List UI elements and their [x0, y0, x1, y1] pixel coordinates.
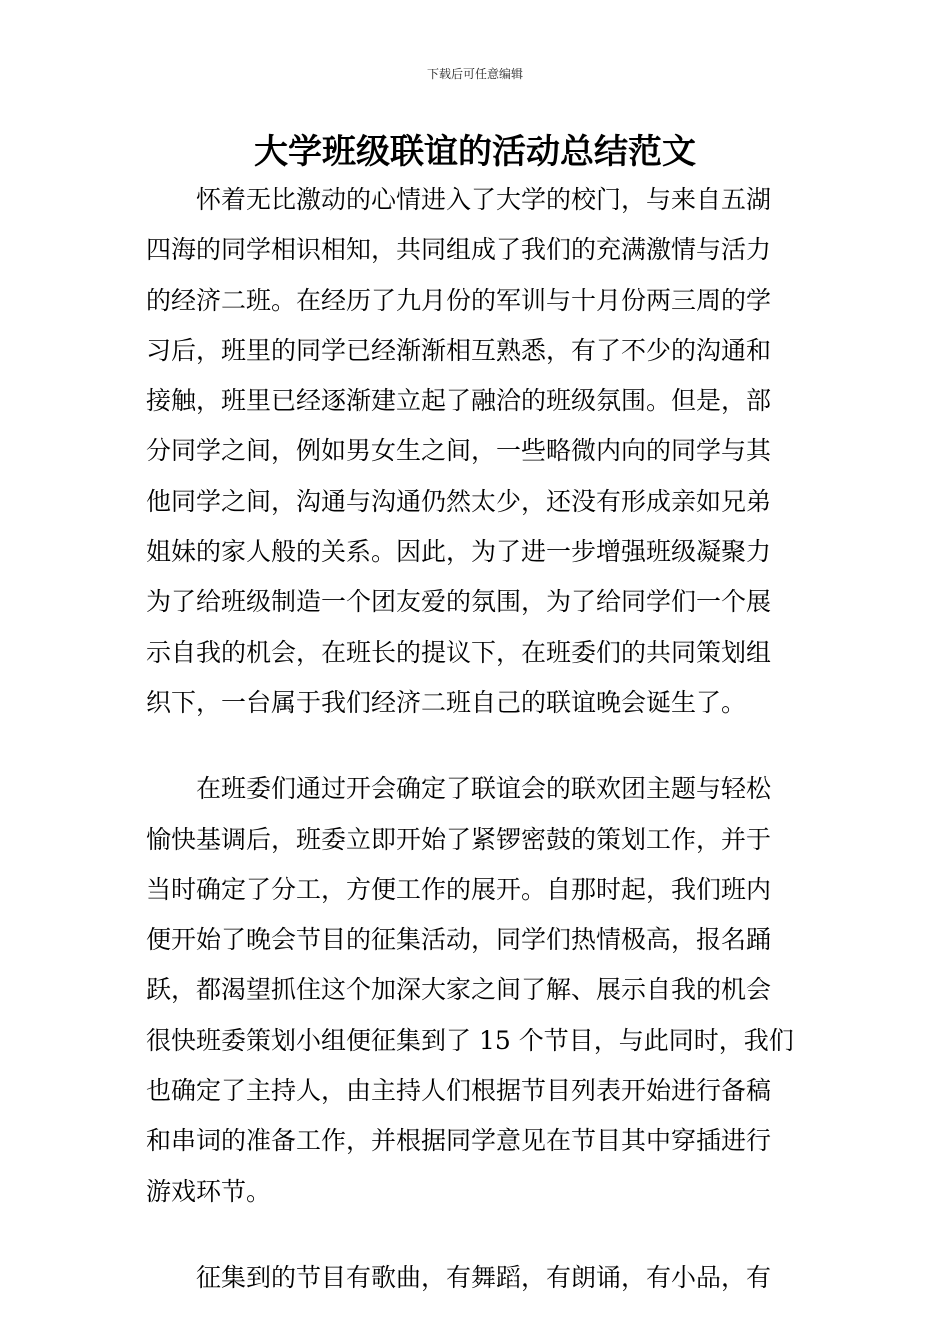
- paragraph-line: 接触，班里已经逐渐建立起了融洽的班级氛围。但是，部: [146, 386, 772, 416]
- paragraph-line: 愉快基调后，班委立即开始了紧锣密鼓的策划工作，并于: [146, 824, 772, 854]
- paragraph-line: 怀着无比激动的心情进入了大学的校门，与来自五湖: [146, 185, 772, 214]
- paragraph-line: 和串词的准备工作，并根据同学意见在节目其中穿插进行: [146, 1126, 772, 1156]
- paragraph-spacer: [146, 1217, 808, 1253]
- paragraph-line: 姐妹的家人般的关系。因此，为了进一步增强班级凝聚力: [146, 537, 772, 567]
- paragraph-line: 征集到的节目有歌曲，有舞蹈，有朗诵，有小品，有: [146, 1262, 772, 1292]
- document-body: [146, 175, 808, 1303]
- paragraph-line: 当时确定了分工，方便工作的展开。自那时起，我们班内: [146, 874, 772, 904]
- paragraph-line: 四海的同学相识相知，共同组成了我们的充满激情与活力: [146, 235, 772, 265]
- paragraph-line: 很快班委策划小组便征集到了 15 个节目，与此同时，我们: [146, 1025, 794, 1055]
- paragraph-line: 他同学之间，沟通与沟通仍然太少，还没有形成亲如兄弟: [146, 486, 772, 516]
- paragraph-line: 跃，都渴望抓住这个加深大家之间了解、展示自我的机会: [146, 975, 772, 1005]
- paragraph-line: 游戏环节。: [146, 1176, 272, 1206]
- paragraph-line: 在班委们通过开会确定了联谊会的联欢团主题与轻松: [146, 774, 772, 804]
- paragraph-line: 的经济二班。在经历了九月份的军训与十月份两三周的学: [146, 285, 772, 315]
- paragraph-spacer: [146, 728, 808, 764]
- paragraph-line: 习后，班里的同学已经渐渐相互熟悉，有了不少的沟通和: [146, 335, 772, 365]
- paragraph-3: [146, 1253, 808, 1303]
- paragraph-line: 示自我的机会，在班长的提议下，在班委们的共同策划组: [146, 637, 772, 667]
- paragraph-2: [146, 764, 808, 1217]
- paragraph-line: 分同学之间，例如男女生之间，一些略微内向的同学与其: [146, 436, 772, 466]
- document-title: 大学班级联谊的活动总结范文: [254, 132, 696, 172]
- paragraph-line: 织下，一台属于我们经济二班自己的联谊晚会诞生了。: [146, 687, 747, 717]
- paragraph-line: 便开始了晚会节目的征集活动，同学们热情极高，报名踊: [146, 925, 772, 955]
- page-header-note: 下载后可任意编辑: [426, 67, 523, 81]
- paragraph-line: 为了给班级制造一个团友爱的氛围，为了给同学们一个展: [146, 587, 772, 617]
- paragraph-line: 也确定了主持人，由主持人们根据节目列表开始进行备稿: [146, 1076, 772, 1106]
- paragraph-1: [146, 175, 808, 728]
